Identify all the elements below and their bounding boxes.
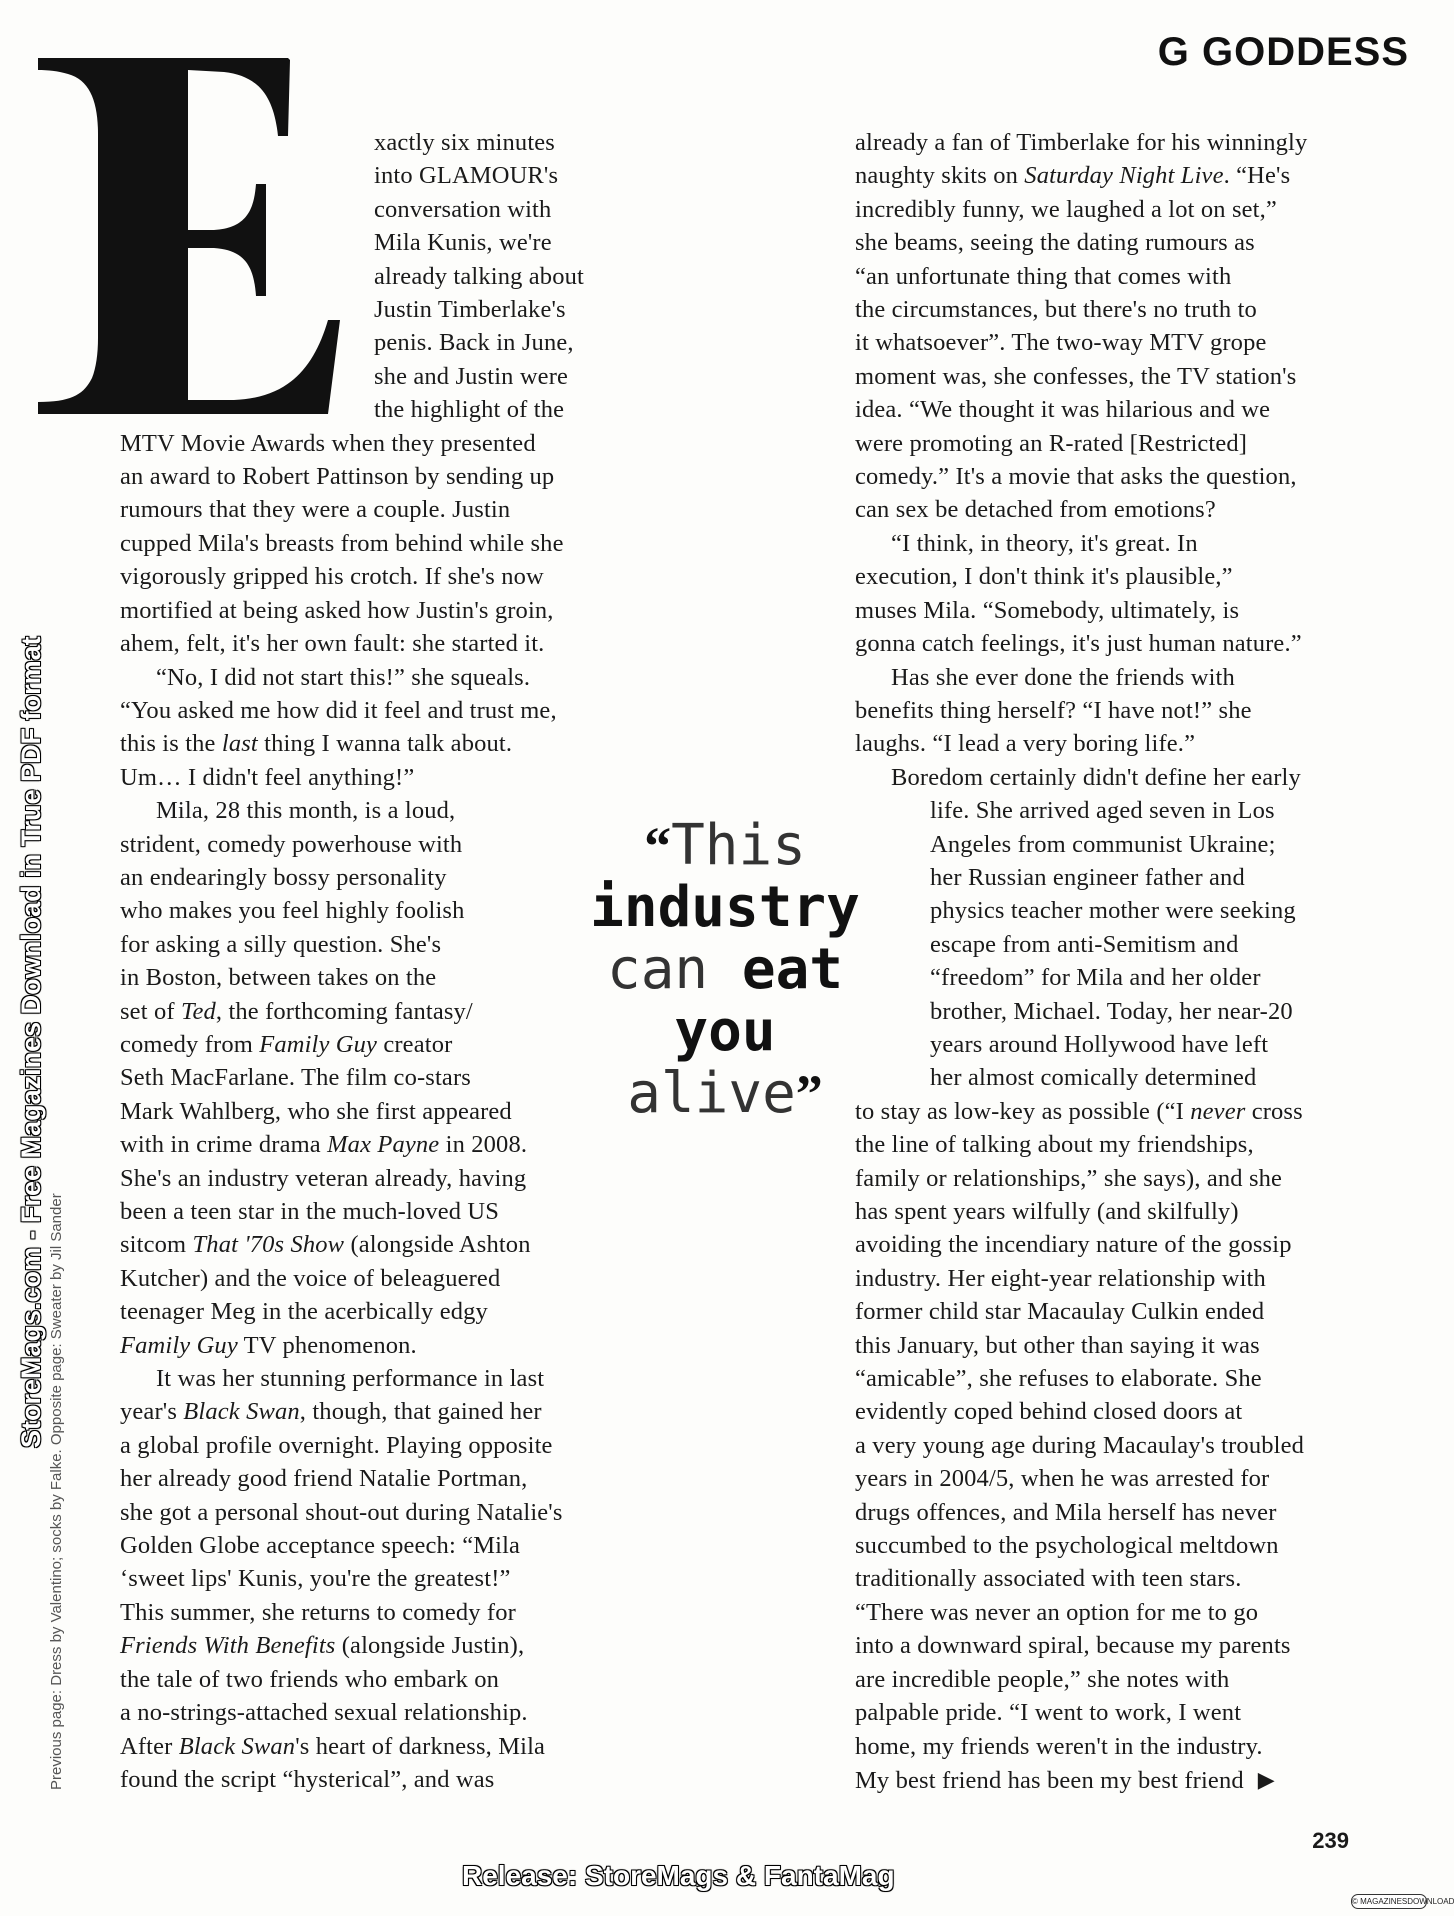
- text-line: set of Ted, the forthcoming fantasy/: [120, 997, 473, 1025]
- text-line: benefits thing herself? “I have not!” she: [855, 696, 1252, 724]
- text-line: gonna catch feelings, it's just human nature.”: [855, 630, 1302, 658]
- paragraph: [855, 126, 1375, 527]
- text-line: this January, but other than saying it was: [855, 1331, 1260, 1359]
- paragraph: [855, 661, 1375, 761]
- text-line: xactly six minutes: [374, 129, 555, 156]
- text-line: are incredible people,” she notes with: [855, 1665, 1230, 1693]
- text-line: execution, I don't think it's plausible,”: [855, 563, 1233, 591]
- text-line: ‘sweet lips' Kunis, you're the greatest!”: [120, 1565, 511, 1593]
- text-line: into a downward spiral, because my parents: [855, 1632, 1291, 1660]
- text-line: a very young age during Macaulay's troubled: [855, 1431, 1305, 1459]
- text-line: in Boston, between takes on the: [120, 964, 437, 992]
- text-line: she and Justin were: [374, 362, 569, 390]
- text-line: Mila, 28 this month, is a loud,: [156, 797, 456, 825]
- text-line: were promoting an R-rated [Restricted]: [855, 429, 1248, 457]
- text-line: Um… I didn't feel anything!”: [120, 763, 415, 791]
- side-watermark: StoreMags.com - Free Magazines Download in True PDF format: [16, 636, 46, 1448]
- text-line: this is the last thing I wanna talk about.: [120, 730, 513, 758]
- text-line: years around Hollywood have left: [930, 1030, 1269, 1058]
- text-line: escape from anti-Semitism and: [930, 930, 1239, 958]
- text-line: family or relationships,” she says), and she: [855, 1164, 1283, 1192]
- text-line: Boredom certainly didn't define her early: [891, 763, 1301, 791]
- text-line: home, my friends weren't in the industry.: [855, 1732, 1263, 1760]
- text-line: for asking a silly question. She's: [120, 930, 442, 958]
- text-line: She's an industry veteran already, having: [120, 1164, 527, 1192]
- text-line: conversation with: [374, 195, 552, 223]
- text-line: rumours that they were a couple. Justin: [120, 496, 511, 524]
- text-line: “freedom” for Mila and her older: [930, 964, 1261, 992]
- text-line: After Black Swan's heart of darkness, Mila: [120, 1732, 546, 1760]
- text-line: sitcom That '70s Show (alongside Ashton: [120, 1231, 531, 1259]
- text-line: laughs. “I lead a very boring life.”: [855, 730, 1196, 758]
- continue-arrow-icon: ▶: [1257, 1766, 1275, 1792]
- quote-open-mark: “: [644, 816, 672, 876]
- text-line: vigorously gripped his crotch. If she's now: [120, 563, 544, 591]
- text-line: moment was, she confesses, the TV station's: [855, 362, 1297, 390]
- text-line: her almost comically determined: [930, 1064, 1257, 1092]
- quote-close-mark: ”: [795, 1064, 823, 1124]
- pull-quote: [560, 815, 890, 1125]
- text-line: “amicable”, she refuses to elaborate. She: [855, 1365, 1262, 1393]
- text-line: she got a personal shout-out during Natalie's: [120, 1498, 563, 1526]
- text-line: the highlight of the: [374, 396, 565, 424]
- text-line: Family Guy TV phenomenon.: [120, 1331, 417, 1359]
- text-line: muses Mila. “Somebody, ultimately, is: [855, 596, 1240, 624]
- text-line: she beams, seeing the dating rumours as: [855, 229, 1255, 257]
- quote-word: can: [606, 937, 709, 1002]
- text-line: her already good friend Natalie Portman,: [120, 1465, 528, 1493]
- paragraph: [120, 427, 620, 661]
- text-line: MTV Movie Awards when they presented: [120, 429, 536, 457]
- text-line: Friends With Benefits (alongside Justin),: [120, 1632, 525, 1660]
- text-line: a no-strings-attached sexual relationship.: [120, 1699, 528, 1727]
- text-line: the circumstances, but there's no truth to: [855, 296, 1257, 324]
- text-line: “an unfortunate thing that comes with: [855, 262, 1232, 290]
- text-line: drugs offences, and Mila herself has never: [855, 1498, 1277, 1526]
- text-line: avoiding the incendiary nature of the gossip: [855, 1231, 1292, 1259]
- article-column-right: [855, 126, 1375, 1797]
- quote-word: eat: [741, 937, 844, 1002]
- photo-credits: Previous page: Dress by Valentino; socks by Falke. Opposite page: Sweater by Jil Sander: [48, 1193, 65, 1790]
- text-line: a global profile overnight. Playing opposite: [120, 1431, 553, 1459]
- quote-word: alive: [627, 1061, 796, 1126]
- text-line: mortified at being asked how Justin's groin,: [120, 596, 554, 624]
- text-line: it whatsoever”. The two-way MTV grope: [855, 329, 1267, 357]
- text-line: brother, Michael. Today, her near-20: [930, 997, 1293, 1025]
- paragraph: [120, 661, 620, 795]
- text-line: comedy.” It's a movie that asks the question,: [855, 463, 1297, 491]
- section-tag: G GODDESS: [1157, 30, 1409, 74]
- text-line: Seth MacFarlane. The film co-stars: [120, 1064, 471, 1092]
- text-line: Angeles from communist Ukraine;: [930, 830, 1276, 858]
- text-line: an award to Robert Pattinson by sending up: [120, 463, 555, 491]
- paragraph: [120, 794, 620, 1362]
- quote-word: This: [671, 813, 806, 878]
- text-line: the line of talking about my friendships,: [855, 1131, 1254, 1159]
- text-line: It was her stunning performance in last: [156, 1365, 545, 1393]
- text-line: idea. “We thought it was hilarious and we: [855, 396, 1271, 424]
- text-line: year's Black Swan, though, that gained her: [120, 1398, 542, 1426]
- paragraph: [120, 126, 620, 427]
- text-line: into GLAMOUR's: [374, 162, 559, 190]
- quote-word: industry: [590, 875, 860, 940]
- text-line: Kutcher) and the voice of beleaguered: [120, 1264, 501, 1292]
- text-line: life. She arrived aged seven in Los: [930, 797, 1275, 825]
- text-line: strident, comedy powerhouse with: [120, 830, 463, 858]
- text-line: already a fan of Timberlake for his winningly: [855, 129, 1308, 156]
- text-line: with in crime drama Max Payne in 2008.: [120, 1131, 528, 1159]
- text-line: cupped Mila's breasts from behind while she: [120, 529, 564, 557]
- text-line: years in 2004/5, when he was arrested for: [855, 1465, 1270, 1493]
- text-line: has spent years wilfully (and skilfully): [855, 1198, 1239, 1225]
- paragraph: [120, 1362, 620, 1796]
- text-line: to stay as low-key as possible (“I never cross: [855, 1097, 1303, 1125]
- text-line: My best friend has been my best friend ▶: [855, 1763, 1375, 1797]
- text-line: an endearingly bossy personality: [120, 863, 447, 891]
- text-line: her Russian engineer father and: [930, 863, 1245, 891]
- text-line: physics teacher mother were seeking: [930, 897, 1296, 925]
- quote-word: you: [674, 999, 776, 1064]
- text-line: Has she ever done the friends with: [891, 663, 1235, 691]
- text-line: “No, I did not start this!” she squeals.: [156, 663, 531, 691]
- text-line: industry. Her eight-year relationship with: [855, 1264, 1266, 1292]
- paragraph: [855, 761, 1375, 794]
- text-line: found the script “hysterical”, and was: [120, 1765, 495, 1793]
- text-line: Mila Kunis, we're: [374, 229, 552, 257]
- corner-badge: © MAGAZINESDOWNLOAD: [1351, 1894, 1427, 1909]
- article-column-left: [120, 126, 620, 1796]
- text-line: “I think, in theory, it's great. In: [891, 529, 1198, 557]
- text-line: incredibly funny, we laughed a lot on set,”: [855, 195, 1277, 223]
- text-line: already talking about: [374, 262, 584, 290]
- text-line: former child star Macaulay Culkin ended: [855, 1298, 1265, 1326]
- text-line: Golden Globe acceptance speech: “Mila: [120, 1532, 521, 1560]
- text-line: can sex be detached from emotions?: [855, 496, 1216, 524]
- text-line: Justin Timberlake's: [374, 296, 566, 324]
- text-line: penis. Back in June,: [374, 329, 574, 357]
- text-line: Mark Wahlberg, who she first appeared: [120, 1097, 512, 1125]
- text-line: evidently coped behind closed doors at: [855, 1398, 1243, 1426]
- text-line: traditionally associated with teen stars.: [855, 1565, 1242, 1593]
- page-number: 239: [1312, 1828, 1349, 1853]
- paragraph: [855, 527, 1375, 661]
- text-line: naughty skits on Saturday Night Live. “He's: [855, 162, 1291, 190]
- text-line: teenager Meg in the acerbically edgy: [120, 1298, 488, 1326]
- text-line: been a teen star in the much-loved US: [120, 1198, 500, 1225]
- text-line: comedy from Family Guy creator: [120, 1030, 453, 1058]
- text-line: “You asked me how did it feel and trust me,: [120, 696, 557, 724]
- text-line: palpable pride. “I went to work, I went: [855, 1699, 1242, 1727]
- text-line: “There was never an option for me to go: [855, 1598, 1259, 1626]
- release-banner: Release: StoreMags & FantaMag: [462, 1860, 895, 1891]
- text-line: ahem, felt, it's her own fault: she started it.: [120, 630, 545, 658]
- paragraph: [855, 1095, 1375, 1798]
- text-line: the tale of two friends who embark on: [120, 1665, 500, 1693]
- paragraph: [855, 794, 1375, 1095]
- text-line: succumbed to the psychological meltdown: [855, 1532, 1279, 1560]
- text-line: This summer, she returns to comedy for: [120, 1598, 516, 1626]
- text-line: who makes you feel highly foolish: [120, 897, 465, 925]
